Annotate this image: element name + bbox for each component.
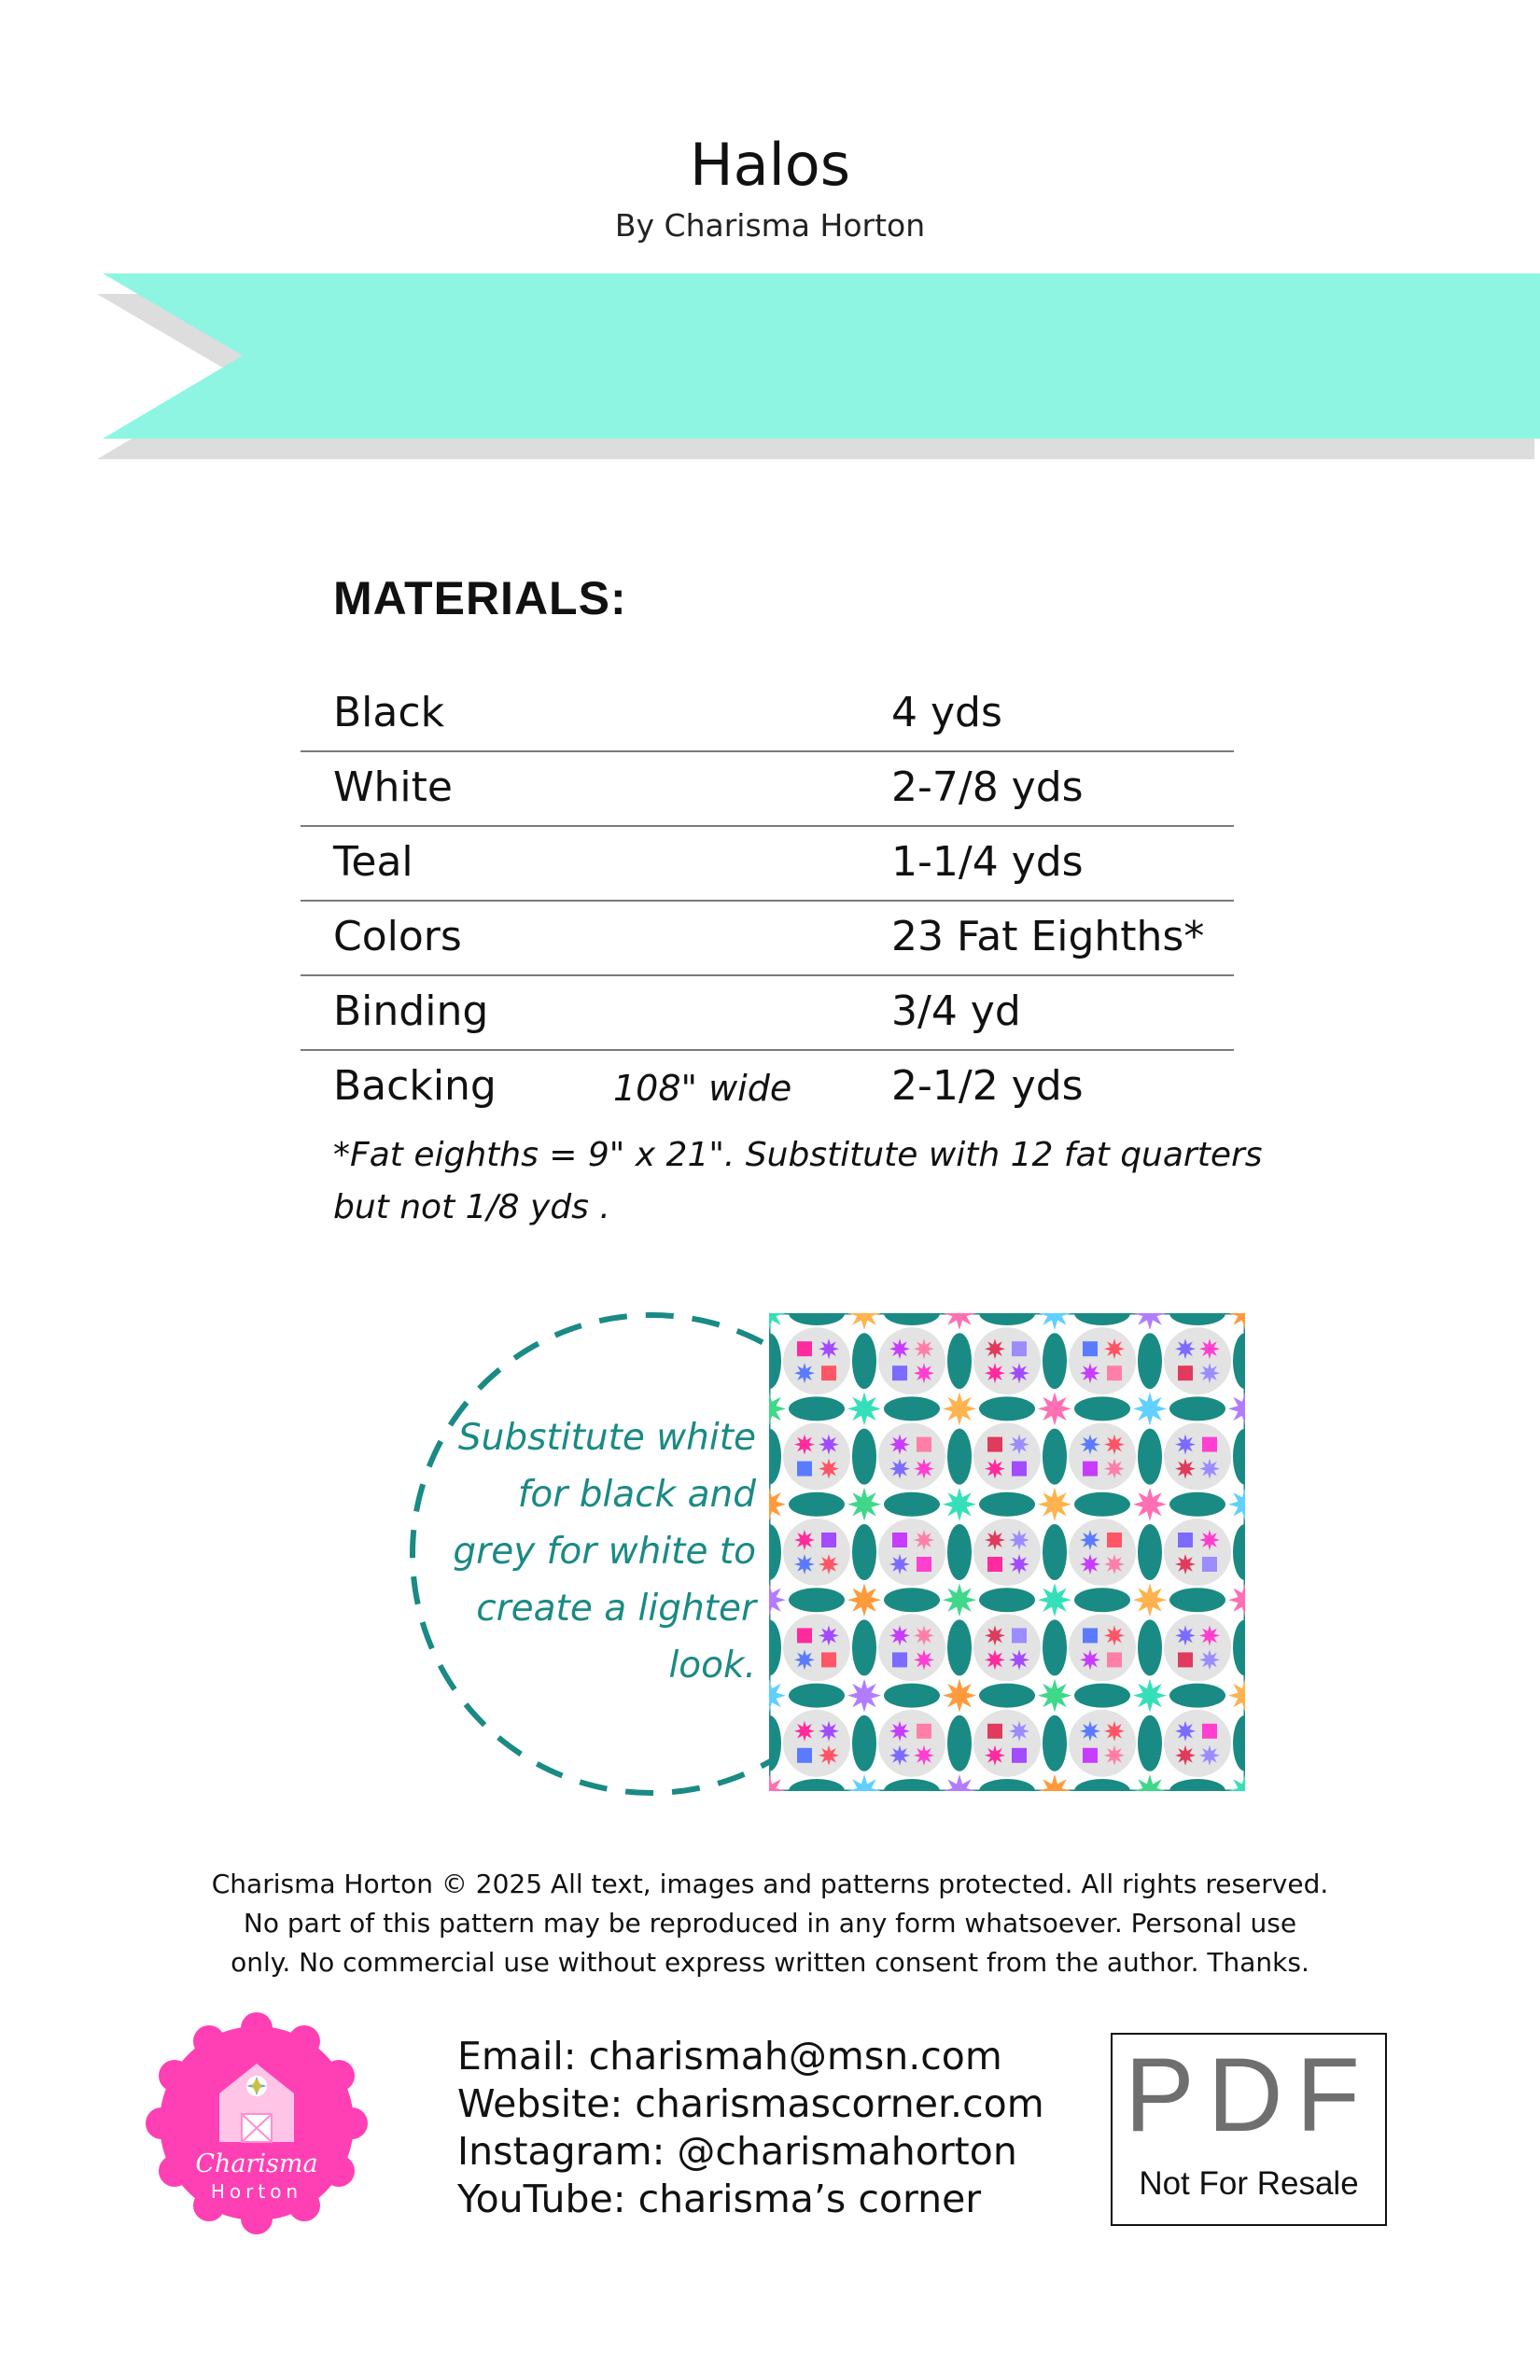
quilt-shape (1138, 1715, 1162, 1771)
quilt-star (819, 1721, 839, 1742)
quilt-star (1199, 1745, 1220, 1766)
quilt-star (1199, 1530, 1220, 1550)
quilt-shape (1043, 1429, 1067, 1485)
materials-row (301, 678, 1234, 752)
contact-youtube: YouTube: charisma’s corner (457, 2177, 982, 2221)
quilt-star (794, 1649, 815, 1670)
quilt-shape (878, 1710, 945, 1777)
quilt-shape (1169, 1492, 1225, 1517)
quilt-star (1009, 1435, 1029, 1455)
quilt-star (1133, 1583, 1167, 1617)
quilt-star (914, 1338, 934, 1359)
quilt-shape (1178, 1533, 1193, 1547)
copyright-line: Charisma Horton © 2025 All text, images and patterns protected. All rights reserved. (211, 1869, 1329, 1899)
quilt-shape (783, 1519, 850, 1586)
tip-line: for black and (517, 1474, 756, 1516)
quilt-shape (878, 1327, 945, 1394)
quilt-shape (1107, 1533, 1122, 1547)
material-name: White (333, 763, 453, 811)
quilt-shape (1074, 1396, 1130, 1421)
materials-row (301, 976, 1234, 1051)
quilt-shape (1164, 1327, 1231, 1394)
quilt-shape (797, 1628, 812, 1643)
quilt-star (819, 1745, 839, 1766)
quilt-shape (1107, 1365, 1122, 1380)
quilt-shape (852, 1524, 876, 1580)
copyright-line: only. No commercial use without express written consent from the author. Thanks. (231, 1947, 1309, 1978)
quilt-shape (1107, 1652, 1122, 1667)
quilt-star (985, 1363, 1005, 1383)
quilt-image (769, 1313, 1245, 1791)
materials-row (301, 752, 1234, 827)
quilt-star (819, 1554, 839, 1575)
quilt-shape (979, 1684, 1035, 1708)
quilt-shape (973, 1710, 1041, 1777)
quilt-star (1080, 1435, 1100, 1455)
quilt-star (1199, 1649, 1220, 1670)
quilt-shape (917, 1437, 931, 1452)
quilt-star (1080, 1554, 1100, 1575)
materials-row (301, 1051, 1234, 1124)
quilt-star (794, 1554, 815, 1575)
contact-email: Email: charismah@msn.com (457, 2034, 1002, 2079)
not-for-resale-label: Not For Resale (1139, 2165, 1359, 2202)
quilt-star (1133, 1392, 1167, 1425)
quilt-shape (1012, 1748, 1027, 1763)
quilt-shape (1069, 1423, 1136, 1491)
quilt-star (914, 1625, 934, 1645)
quilt-star (794, 1363, 815, 1383)
quilt-star (889, 1435, 910, 1455)
material-amount: 2-1/2 yds (891, 1062, 1084, 1110)
quilt-star (914, 1530, 934, 1550)
quilt-star (943, 1583, 976, 1617)
quilt-star (1133, 1679, 1167, 1713)
quilt-star (794, 1435, 815, 1455)
quilt-shape (1043, 1619, 1067, 1675)
quilt-star (1199, 1363, 1220, 1383)
quilt-shape (1012, 1628, 1027, 1643)
quilt-shape (1202, 1724, 1217, 1739)
quilt-star (943, 1488, 976, 1521)
quilt-star (794, 1721, 815, 1742)
quilt-star (1080, 1721, 1100, 1742)
materials-heading: MATERIALS: (333, 572, 627, 624)
quilt-shape (821, 1652, 836, 1667)
quilt-star (1009, 1721, 1029, 1742)
quilt-star (819, 1338, 839, 1359)
quilt-star (1175, 1721, 1196, 1742)
quilt-shape (1083, 1628, 1098, 1643)
quilt-star (1080, 1363, 1100, 1383)
materials-table (301, 678, 1234, 1124)
quilt-shape (1138, 1429, 1162, 1485)
quilt-shape (987, 1557, 1002, 1572)
material-amount: 2-7/8 yds (891, 763, 1084, 811)
quilt-star (1104, 1745, 1125, 1766)
materials-row (301, 827, 1234, 902)
quilt-shape (987, 1724, 1002, 1739)
quilt-star (1175, 1745, 1196, 1766)
quilt-shape (789, 1492, 845, 1517)
quilt-star (1104, 1459, 1125, 1479)
quilt-star (985, 1338, 1005, 1359)
quilt-shape (1164, 1519, 1231, 1586)
quilt-star (1104, 1338, 1125, 1359)
quilt-star (985, 1530, 1005, 1550)
quilt-shape (1138, 1619, 1162, 1675)
quilt-shape (1043, 1524, 1067, 1580)
logo-name-text: Charisma (195, 2149, 318, 2178)
quilt-star (889, 1554, 910, 1575)
quilt-shape (797, 1748, 812, 1763)
quilt-star (1199, 1459, 1220, 1479)
quilt-shape (797, 1462, 812, 1477)
quilt-shape (1074, 1588, 1130, 1612)
quilt-shape (783, 1423, 850, 1491)
quilt-shape (821, 1533, 836, 1547)
quilt-shape (852, 1619, 876, 1675)
quilt-shape (783, 1614, 850, 1681)
quilt-star (1104, 1721, 1125, 1742)
quilt-star (1104, 1435, 1125, 1455)
quilt-star (847, 1679, 881, 1713)
quilt-star (847, 1488, 881, 1521)
quilt-star (914, 1649, 934, 1670)
quilt-star (1133, 1488, 1167, 1521)
quilt-star (1009, 1554, 1029, 1575)
quilt-shape (987, 1437, 1002, 1452)
quilt-shape (1169, 1396, 1225, 1421)
quilt-shape (947, 1333, 972, 1389)
material-note: 108" wide (613, 1068, 792, 1109)
quilt-star (847, 1392, 881, 1425)
page-title: Halos (689, 131, 851, 199)
quilt-star (819, 1625, 839, 1645)
quilt-star (914, 1459, 934, 1479)
quilt-star (1009, 1649, 1029, 1670)
copyright-line: No part of this pattern may be reproduced in any form whatsoever. Personal use (243, 1908, 1297, 1939)
charisma-horton-logo (145, 2011, 369, 2235)
quilt-shape (1178, 1365, 1193, 1380)
material-name: Colors (333, 913, 462, 960)
quilt-star (1175, 1459, 1196, 1479)
quilt-star (1199, 1338, 1220, 1359)
tip-line: grey for white to (453, 1531, 756, 1573)
contact-info (457, 2033, 1044, 2223)
quilt-star (985, 1459, 1005, 1479)
footnote-line: but not 1/8 yds . (333, 1188, 610, 1226)
quilt-shape (783, 1327, 850, 1394)
quilt-shape (947, 1619, 972, 1675)
quilt-shape (878, 1519, 945, 1586)
page-subtitle: By Charisma Horton (614, 207, 926, 244)
quilt-shape (973, 1327, 1041, 1394)
quilt-shape (1069, 1519, 1136, 1586)
quilt-shape (1202, 1557, 1217, 1572)
quilt-shape (1169, 1684, 1225, 1708)
quilt-star (819, 1459, 839, 1479)
quilt-shape (979, 1492, 1035, 1517)
quilt-shape (947, 1524, 972, 1580)
quilt-shape (1083, 1462, 1098, 1477)
quilt-shape (878, 1614, 945, 1681)
quilt-shape (1069, 1327, 1136, 1394)
quilt-star (1175, 1625, 1196, 1645)
quilt-star (889, 1745, 910, 1766)
quilt-star (1199, 1625, 1220, 1645)
quilt-star (914, 1745, 934, 1766)
quilt-star (1038, 1583, 1071, 1617)
quilt-star (1175, 1338, 1196, 1359)
quilt-shape (892, 1652, 907, 1667)
quilt-star (985, 1625, 1005, 1645)
quilt-shape (1043, 1333, 1067, 1389)
pdf-label: PDF (1125, 2037, 1373, 2153)
quilt-shape (1043, 1715, 1067, 1771)
materials-footnote (333, 1129, 1267, 1234)
quilt-shape (1083, 1748, 1098, 1763)
quilt-shape (884, 1684, 940, 1708)
quilt-star (889, 1721, 910, 1742)
quilt-star (1009, 1363, 1029, 1383)
quilt-shape (789, 1684, 845, 1708)
quilt-shape (979, 1396, 1035, 1421)
quilt-shape (884, 1588, 940, 1612)
quilt-star (1038, 1679, 1071, 1713)
quilt-shape (878, 1423, 945, 1491)
quilt-shape (917, 1557, 931, 1572)
header-ribbon-banner (0, 261, 1540, 467)
footnote-line: *Fat eighths = 9" x 21". Substitute with 12 fat quarters (333, 1136, 1263, 1174)
quilt-star (1038, 1392, 1071, 1425)
quilt-shape (1169, 1588, 1225, 1612)
copyright-notice (0, 1865, 1540, 1982)
quilt-star (943, 1679, 976, 1713)
material-name: Backing (333, 1062, 497, 1110)
quilt-star (1175, 1554, 1196, 1575)
contact-website: Website: charismascorner.com (457, 2081, 1044, 2126)
quilt-shape (1138, 1333, 1162, 1389)
material-amount: 23 Fat Eighths* (891, 913, 1205, 960)
quilt-star (889, 1625, 910, 1645)
quilt-shape (947, 1715, 972, 1771)
logo-surname-text: Horton (210, 2180, 303, 2203)
quilt-shape (852, 1715, 876, 1771)
quilt-star (1175, 1435, 1196, 1455)
quilt-shape (789, 1396, 845, 1421)
quilt-star (985, 1745, 1005, 1766)
quilt-shape (947, 1429, 972, 1485)
tip-line: look. (668, 1645, 756, 1687)
quilt-star (943, 1392, 976, 1425)
quilt-star (1080, 1530, 1100, 1550)
material-name: Black (333, 689, 445, 736)
materials-row (301, 902, 1234, 976)
quilt-shape (973, 1614, 1041, 1681)
material-amount: 4 yds (891, 689, 1002, 736)
quilt-shape (1164, 1614, 1231, 1681)
tip-line: create a lighter (476, 1588, 756, 1630)
quilt-star (847, 1583, 881, 1617)
quilt-star (819, 1435, 839, 1455)
quilt-shape (973, 1423, 1041, 1491)
quilt-shape (979, 1588, 1035, 1612)
quilt-star (794, 1530, 815, 1550)
quilt-shape (852, 1333, 876, 1389)
quilt-shape (1164, 1423, 1231, 1491)
quilt-shape (1178, 1652, 1193, 1667)
quilt-shape (1012, 1341, 1027, 1356)
quilt-shape (783, 1710, 850, 1777)
quilt-star (1080, 1649, 1100, 1670)
material-amount: 3/4 yd (891, 987, 1021, 1035)
material-amount: 1-1/4 yds (891, 838, 1084, 886)
material-name: Teal (333, 838, 413, 886)
material-name: Binding (333, 987, 489, 1035)
quilt-shape (797, 1341, 812, 1356)
quilt-shape (917, 1724, 931, 1739)
quilt-star (889, 1338, 910, 1359)
quilt-shape (892, 1533, 907, 1547)
quilt-shape (884, 1396, 940, 1421)
quilt-shape (1074, 1492, 1130, 1517)
pdf-not-for-resale-stamp (1111, 2033, 1387, 2226)
quilt-shape (852, 1429, 876, 1485)
quilt-shape (821, 1365, 836, 1380)
quilt-shape (1069, 1710, 1136, 1777)
lighter-look-tip (401, 1409, 756, 1694)
quilt-star (985, 1649, 1005, 1670)
quilt-star (914, 1363, 934, 1383)
quilt-shape (1164, 1710, 1231, 1777)
quilt-shape (1074, 1684, 1130, 1708)
quilt-shape (1069, 1614, 1136, 1681)
quilt-shape (1012, 1462, 1027, 1477)
tip-line: Substitute white (457, 1417, 756, 1459)
quilt-shape (892, 1365, 907, 1380)
quilt-shape (973, 1519, 1041, 1586)
quilt-star (1038, 1488, 1071, 1521)
quilt-shape (884, 1492, 940, 1517)
quilt-shape (1202, 1437, 1217, 1452)
quilt-shape (1138, 1524, 1162, 1580)
quilt-star (1104, 1554, 1125, 1575)
quilt-shape (789, 1588, 845, 1612)
quilt-shape (1083, 1341, 1098, 1356)
contact-instagram: Instagram: @charismahorton (457, 2129, 1017, 2174)
quilt-star (1104, 1625, 1125, 1645)
quilt-star (1009, 1530, 1029, 1550)
quilt-star (889, 1459, 910, 1479)
